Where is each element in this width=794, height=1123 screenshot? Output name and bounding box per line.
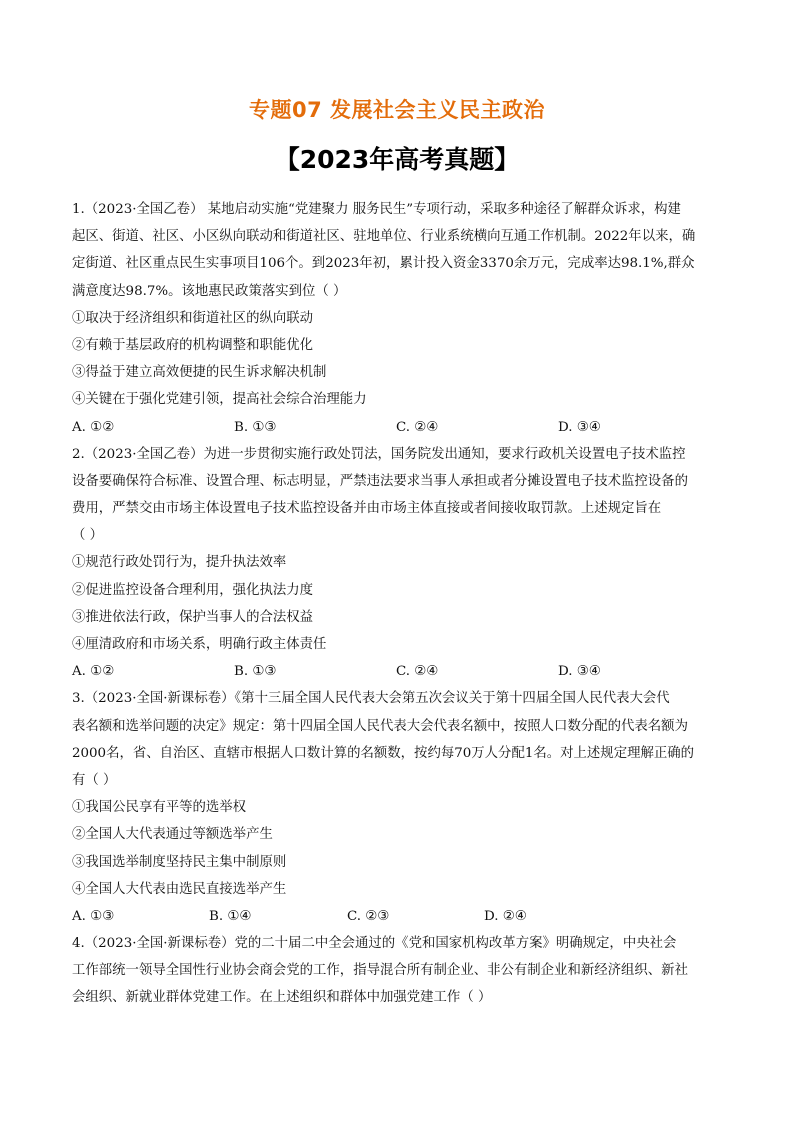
- question-list: [72, 196, 724, 1012]
- statement-option: ②全国人大代表通过等额选举产生: [72, 827, 273, 843]
- statement-option: ③推进依法行政，保护当事人的合法权益: [72, 609, 314, 625]
- choice-b: B. ①③: [234, 419, 277, 435]
- choice-d: D. ③④: [558, 419, 601, 435]
- choice-c: C. ②③: [347, 908, 390, 924]
- question-stem-line: 满意度达98.7%。该地惠民政策落实到位（ ）: [72, 283, 347, 299]
- question-stem-line: 定街道、社区重点民生实事项目106个。到2023年初，累计投入资金3370余万元，完成率达98.1%,群众: [72, 256, 695, 272]
- statement-option: ④全国人大代表由选民直接选举产生: [72, 881, 287, 897]
- statement-option: ②有赖于基层政府的机构调整和职能优化: [72, 337, 314, 353]
- choice-a: A. ①②: [72, 419, 115, 435]
- question-1: [72, 196, 724, 441]
- topic-title: 专题07 发展社会主义民主政治: [248, 98, 546, 122]
- choice-d: D. ③④: [558, 664, 601, 680]
- choice-c: C. ②④: [396, 664, 439, 680]
- question-stem-line: 3.（2023·全国·新课标卷）《第十三届全国人民代表大会第五次会议关于第十四届全国人民代表大会代: [72, 691, 670, 707]
- question-4: [72, 930, 724, 1012]
- question-stem-line: 4.（2023·全国·新课标卷）党的二十届二中全会通过的《党和国家机构改革方案》明确规定，中央社会: [72, 936, 677, 952]
- statement-option: ③得益于建立高效便捷的民生诉求解决机制: [72, 365, 327, 381]
- question-stem-line: 2000名，省、自治区、直辖市根据人口数计算的名额数，按约每70万人分配1名。对上述规定理解正确的: [72, 745, 695, 761]
- section-title: 【2023年高考真题】: [274, 145, 520, 174]
- statement-option: ④关键在于强化党建引领，提高社会综合治理能力: [72, 392, 367, 408]
- question-stem-line: 设备要确保符合标准、设置合理、标志明显，严禁违法要求当事人承担或者分摊设置电子技术监控设备的: [72, 473, 688, 489]
- statement-option: ④厘清政府和市场关系，明确行政主体责任: [72, 637, 327, 652]
- question-stem-line: （ ）: [72, 528, 104, 544]
- question-stem-line: 费用，严禁交由市场主体设置电子技术监控设备并由市场主体直接或者间接收取罚款。上述规定旨在: [72, 501, 662, 517]
- statement-option: ②促进监控设备合理利用，强化执法力度: [72, 582, 314, 598]
- choice-d: D. ②④: [484, 908, 527, 924]
- question-stem-line: 会组织、新就业群体党建工作。在上述组织和群体中加强党建工作（ ）: [72, 990, 492, 1006]
- question-stem-line: 1.（2023·全国乙卷） 某地启动实施“党建聚力 服务民生”专项行动，采取多种途径了解群众诉求，构建: [72, 202, 681, 217]
- question-3: [72, 685, 724, 930]
- statement-option: ①取决于经济组织和街道社区的纵向联动: [72, 310, 314, 326]
- choice-a: A. ①③: [72, 908, 115, 924]
- question-stem-line: 起区、街道、社区、小区纵向联动和街道社区、驻地单位、行业系统横向互通工作机制。2022年以来，确: [72, 229, 696, 245]
- question-stem-line: 表名额和选举问题的决定》规定：第十四届全国人民代表大会代表名额中，按照人口数分配的代表名额为: [72, 718, 688, 734]
- statement-option: ③我国选举制度坚持民主集中制原则: [72, 854, 287, 870]
- choice-b: B. ①④: [209, 908, 252, 924]
- choice-a: A. ①②: [72, 664, 115, 680]
- answer-choices: [72, 903, 724, 930]
- answer-choices: [72, 414, 724, 441]
- question-2: [72, 441, 724, 686]
- question-stem-line: 工作部统一领导全国性行业协会商会党的工作，指导混合所有制企业、非公有制企业和新经济组织、新社: [72, 963, 688, 979]
- question-stem-line: 有（ ）: [72, 772, 117, 788]
- question-stem-line: 2.（2023·全国乙卷）为进一步贯彻实施行政处罚法，国务院发出通知，要求行政机关设置电子技术监控: [72, 446, 686, 462]
- answer-choices: [72, 658, 724, 685]
- statement-option: ①我国公民享有平等的选举权: [72, 800, 247, 816]
- choice-c: C. ②④: [396, 419, 439, 435]
- statement-option: ①规范行政处罚行为，提升执法效率: [72, 555, 287, 571]
- choice-b: B. ①③: [234, 664, 277, 680]
